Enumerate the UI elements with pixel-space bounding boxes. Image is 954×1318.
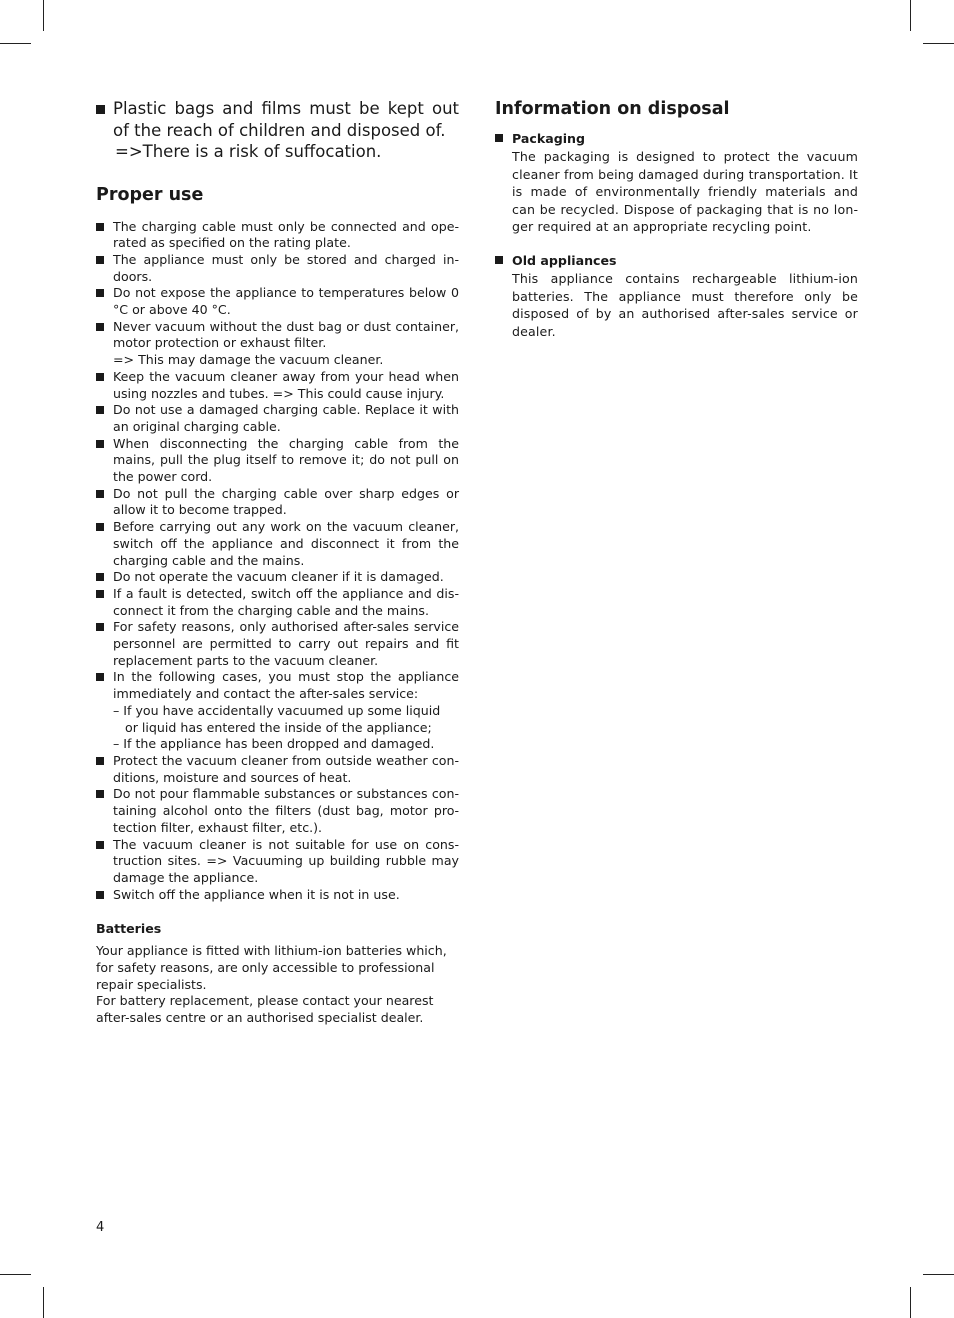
packaging-section [495, 130, 858, 236]
crop-mark [43, 0, 44, 31]
intro-text: Plastic bags and films must be kept out of the reach of children and disposed of. [113, 99, 459, 140]
list-item: In the following cases, you must stop the appliance immediately and contact the after-sales service: – If you have accidentally vacuumed up some liquid or liquid has entered the inside of the appliance; – If the appliance has been dropped and damaged. [96, 669, 459, 753]
list-item: For safety reasons, only authorised after-sales service personnel are permitted to carry out repairs and fit replacement parts to the vacuum cleaner. [96, 619, 459, 669]
batteries-paragraph: Your appliance is fitted with lithium-ion batteries which, for safety reasons, are only accessible to professional repair specialists. [96, 943, 447, 992]
square-bullet-icon [96, 673, 104, 681]
list-item: When disconnecting the charging cable from the mains, pull the plug itself to remove it; do not pull on the power cord. [96, 436, 459, 486]
square-bullet-icon [96, 406, 104, 414]
square-bullet-icon [96, 256, 104, 264]
list-item: Protect the vacuum cleaner from outside weather conditions, moisture and sources of heat. [96, 753, 459, 786]
proper-use-list [96, 219, 459, 904]
square-bullet-icon [96, 223, 104, 231]
square-bullet-icon [96, 757, 104, 765]
sub-item: – If the appliance has been dropped and damaged. [113, 736, 435, 752]
old-appliances-title: Old appliances [512, 252, 617, 268]
square-bullet-icon [96, 523, 104, 531]
packaging-text: The packaging is designed to protect the vacuum cleaner from being damaged during transportation. It is made of environmentally friendly materials and can be recycled. Dispose of packaging that is no longer required at an appropriate recycling point. [512, 149, 858, 235]
batteries-paragraph: For battery replacement, please contact your nearest after-sales centre or an authorised specialist dealer. [96, 993, 434, 1026]
list-item: The vacuum cleaner is not suitable for use on construction sites. => Vacuuming up building rubble may damage the appliance. [96, 837, 459, 887]
crop-mark [923, 43, 954, 44]
sub-item: – If you have accidentally vacuumed up some liquid [113, 702, 441, 718]
square-bullet-icon [495, 134, 503, 142]
list-item: The charging cable must only be connected and operated as specified on the rating plate. [96, 219, 459, 252]
packaging-title: Packaging [512, 131, 586, 146]
right-column [495, 98, 858, 356]
crop-mark [0, 43, 31, 44]
batteries-heading: Batteries [96, 921, 162, 937]
disposal-heading: Information on disposal [495, 99, 730, 119]
square-bullet-icon [96, 490, 104, 498]
page-number: 4 [96, 1220, 105, 1235]
old-appliances-text: This appliance contains rechargeable lithium-ion batteries. The appliance must therefore only be disposed of by an authorised after-sales service or dealer. [512, 270, 858, 339]
square-bullet-icon [96, 440, 104, 448]
list-item: Do not pour flammable substances or substances containing alcohol onto the filters (dust bag, motor protection filter, exhaust filter, etc.). [96, 786, 459, 836]
old-appliances-section [495, 252, 858, 340]
list-item: If a fault is detected, switch off the appliance and disconnect it from the charging cable and the mains. [96, 586, 459, 619]
crop-mark [923, 1274, 954, 1275]
square-bullet-icon [96, 623, 104, 631]
list-item: Keep the vacuum cleaner away from your head when using nozzles and tubes. => This could cause injury. [96, 369, 459, 402]
square-bullet-icon [96, 105, 105, 114]
square-bullet-icon [96, 841, 104, 849]
list-item: Do not pull the charging cable over sharp edges or allow it to become trapped. [96, 486, 459, 519]
list-item: Switch off the appliance when it is not in use. [96, 887, 459, 904]
left-column [96, 98, 459, 1027]
crop-mark [910, 0, 911, 31]
list-item: Do not use a damaged charging cable. Replace it with an original charging cable. [96, 402, 459, 435]
sub-item-continuation: or liquid has entered the inside of the appliance; [125, 719, 432, 735]
list-item: Never vacuum without the dust bag or dust container, motor protection or exhaust filter. => This may damage the vacuum cleaner. [96, 319, 459, 369]
crop-mark [910, 1287, 911, 1318]
square-bullet-icon [495, 256, 503, 264]
list-item-note: => This may damage the vacuum cleaner. [113, 352, 384, 368]
intro-warning [96, 98, 459, 163]
crop-mark [0, 1274, 31, 1275]
square-bullet-icon [96, 573, 104, 581]
list-item: Do not operate the vacuum cleaner if it is damaged. [96, 569, 459, 586]
crop-mark [43, 1287, 44, 1318]
square-bullet-icon [96, 323, 104, 331]
square-bullet-icon [96, 790, 104, 798]
square-bullet-icon [96, 590, 104, 598]
square-bullet-icon [96, 373, 104, 381]
list-item: Do not expose the appliance to temperatures below 0 °C or above 40 °C. [96, 285, 459, 318]
proper-use-heading: Proper use [96, 184, 204, 205]
list-item: The appliance must only be stored and charged indoors. [96, 252, 459, 285]
square-bullet-icon [96, 289, 104, 297]
square-bullet-icon [96, 891, 104, 899]
list-item: Before carrying out any work on the vacuum cleaner, switch off the appliance and disconnect it from the charging cable and the mains. [96, 519, 459, 569]
intro-consequence: =>There is a risk of suffocation. [115, 142, 382, 161]
